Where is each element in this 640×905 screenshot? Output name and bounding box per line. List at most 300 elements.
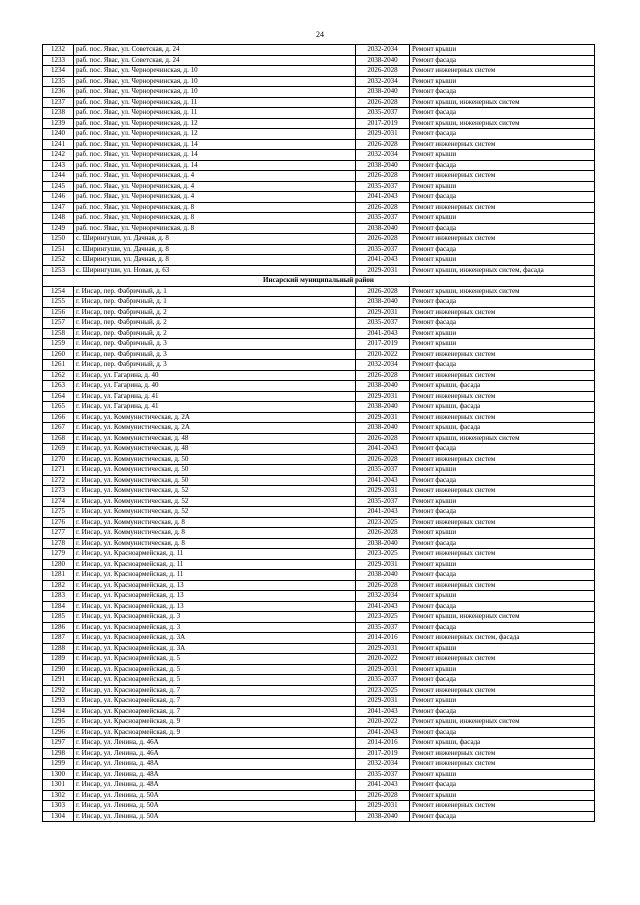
period-cell: 2029-2031 bbox=[356, 129, 410, 140]
row-number: 1249 bbox=[43, 223, 74, 234]
period-cell: 2038-2040 bbox=[356, 55, 410, 66]
table-row bbox=[43, 759, 595, 770]
row-number: 1297 bbox=[43, 738, 74, 749]
work-type-cell: Ремонт крыши bbox=[410, 45, 595, 56]
period-cell: 2026-2028 bbox=[356, 790, 410, 801]
table-row bbox=[43, 538, 595, 549]
address-cell: г. Инсар, пер. Фабричный, д. 3 bbox=[74, 339, 356, 350]
work-type-cell: Ремонт фасада bbox=[410, 318, 595, 329]
period-cell: 2035-2037 bbox=[356, 496, 410, 507]
period-cell: 2029-2031 bbox=[356, 801, 410, 812]
table-row bbox=[43, 433, 595, 444]
table-row bbox=[43, 297, 595, 308]
address-cell: раб. пос. Явас, ул. Черноречинская, д. 12 bbox=[74, 118, 356, 129]
table-row bbox=[43, 402, 595, 413]
period-cell: 2032-2034 bbox=[356, 591, 410, 602]
work-type-cell: Ремонт фасада bbox=[410, 811, 595, 822]
period-cell: 2041-2043 bbox=[356, 475, 410, 486]
work-type-cell: Ремонт крыши, инженерных систем bbox=[410, 97, 595, 108]
period-cell: 2020-2022 bbox=[356, 717, 410, 728]
work-type-cell: Ремонт инженерных систем bbox=[410, 349, 595, 360]
table-row bbox=[43, 171, 595, 182]
period-cell: 2029-2031 bbox=[356, 559, 410, 570]
table-row bbox=[43, 192, 595, 203]
period-cell: 2017-2019 bbox=[356, 118, 410, 129]
period-cell: 2041-2043 bbox=[356, 192, 410, 203]
period-cell: 2038-2040 bbox=[356, 538, 410, 549]
address-cell: г. Инсар, ул. Коммунистическая, д. 48 bbox=[74, 444, 356, 455]
work-type-cell: Ремонт крыши bbox=[410, 528, 595, 539]
period-cell: 2041-2043 bbox=[356, 507, 410, 518]
table-row bbox=[43, 654, 595, 665]
address-cell: г. Инсар, ул. Красноармейская, д. 9 bbox=[74, 727, 356, 738]
address-cell: г. Инсар, ул. Красноармейская, д. 13 bbox=[74, 580, 356, 591]
work-type-cell: Ремонт крыши, фасада bbox=[410, 738, 595, 749]
table-row bbox=[43, 150, 595, 161]
address-cell: раб. пос. Явас, ул. Черноречинская, д. 10 bbox=[74, 66, 356, 77]
work-type-cell: Ремонт инженерных систем bbox=[410, 234, 595, 245]
address-cell: г. Инсар, ул. Ленина, д. 48А bbox=[74, 769, 356, 780]
row-number: 1280 bbox=[43, 559, 74, 570]
table-row bbox=[43, 339, 595, 350]
address-cell: г. Инсар, ул. Ленина, д. 50А bbox=[74, 811, 356, 822]
table-row bbox=[43, 181, 595, 192]
period-cell: 2041-2043 bbox=[356, 255, 410, 266]
work-type-cell: Ремонт фасада bbox=[410, 538, 595, 549]
work-type-cell: Ремонт крыши bbox=[410, 339, 595, 350]
table-row bbox=[43, 87, 595, 98]
period-cell: 2023-2025 bbox=[356, 517, 410, 528]
row-number: 1276 bbox=[43, 517, 74, 528]
address-cell: раб. пос. Явас, ул. Черноречинская, д. 10 bbox=[74, 87, 356, 98]
work-type-cell: Ремонт инженерных систем bbox=[410, 580, 595, 591]
work-type-cell: Ремонт инженерных систем bbox=[410, 370, 595, 381]
address-cell: г. Инсар, ул. Красноармейская, д. 13 bbox=[74, 601, 356, 612]
address-cell: г. Инсар, ул. Красноармейская, д. 7 bbox=[74, 706, 356, 717]
row-number: 1250 bbox=[43, 234, 74, 245]
table-row bbox=[43, 381, 595, 392]
work-type-cell: Ремонт крыши bbox=[410, 465, 595, 476]
row-number: 1234 bbox=[43, 66, 74, 77]
work-type-cell: Ремонт фасада bbox=[410, 727, 595, 738]
address-cell: г. Инсар, пер. Фабричный, д. 1 bbox=[74, 297, 356, 308]
address-cell: г. Инсар, ул. Коммунистическая, д. 50 bbox=[74, 465, 356, 476]
work-type-cell: Ремонт крыши bbox=[410, 643, 595, 654]
row-number: 1247 bbox=[43, 202, 74, 213]
work-type-cell: Ремонт фасада bbox=[410, 297, 595, 308]
row-number: 1285 bbox=[43, 612, 74, 623]
period-cell: 2026-2028 bbox=[356, 66, 410, 77]
address-cell: г. Инсар, ул. Гагарина, д. 41 bbox=[74, 402, 356, 413]
address-cell: г. Инсар, пер. Фабричный, д. 2 bbox=[74, 307, 356, 318]
work-type-cell: Ремонт фасада bbox=[410, 507, 595, 518]
table-row bbox=[43, 664, 595, 675]
row-number: 1277 bbox=[43, 528, 74, 539]
work-type-cell: Ремонт инженерных систем bbox=[410, 549, 595, 560]
row-number: 1304 bbox=[43, 811, 74, 822]
address-cell: г. Инсар, ул. Коммунистическая, д. 48 bbox=[74, 433, 356, 444]
row-number: 1263 bbox=[43, 381, 74, 392]
address-cell: г. Инсар, пер. Фабричный, д. 3 bbox=[74, 349, 356, 360]
row-number: 1291 bbox=[43, 675, 74, 686]
table-row bbox=[43, 507, 595, 518]
table-row bbox=[43, 612, 595, 623]
repair-schedule-table bbox=[42, 44, 595, 822]
row-number: 1233 bbox=[43, 55, 74, 66]
address-cell: г. Инсар, ул. Ленина, д. 46А bbox=[74, 738, 356, 749]
period-cell: 2035-2037 bbox=[356, 108, 410, 119]
row-number: 1293 bbox=[43, 696, 74, 707]
table-row bbox=[43, 55, 595, 66]
row-number: 1248 bbox=[43, 213, 74, 224]
period-cell: 2023-2025 bbox=[356, 612, 410, 623]
row-number: 1299 bbox=[43, 759, 74, 770]
address-cell: г. Инсар, ул. Коммунистическая, д. 50 bbox=[74, 454, 356, 465]
address-cell: раб. пос. Явас, ул. Черноречинская, д. 12 bbox=[74, 129, 356, 140]
address-cell: г. Инсар, ул. Красноармейская, д. 5 bbox=[74, 654, 356, 665]
table-row bbox=[43, 549, 595, 560]
work-type-cell: Ремонт фасада bbox=[410, 87, 595, 98]
table-row bbox=[43, 139, 595, 150]
table-row bbox=[43, 643, 595, 654]
row-number: 1283 bbox=[43, 591, 74, 602]
table-row bbox=[43, 706, 595, 717]
period-cell: 2029-2031 bbox=[356, 486, 410, 497]
period-cell: 2023-2025 bbox=[356, 685, 410, 696]
period-cell: 2038-2040 bbox=[356, 381, 410, 392]
address-cell: г. Инсар, ул. Красноармейская, д. 11 bbox=[74, 559, 356, 570]
period-cell: 2038-2040 bbox=[356, 570, 410, 581]
period-cell: 2029-2031 bbox=[356, 307, 410, 318]
table-row bbox=[43, 318, 595, 329]
period-cell: 2035-2037 bbox=[356, 675, 410, 686]
row-number: 1240 bbox=[43, 129, 74, 140]
address-cell: г. Инсар, ул. Красноармейская, д. 7 bbox=[74, 685, 356, 696]
address-cell: г. Инсар, ул. Красноармейская, д. 3 bbox=[74, 612, 356, 623]
table-row bbox=[43, 66, 595, 77]
table-row bbox=[43, 412, 595, 423]
address-cell: г. Инсар, пер. Фабричный, д. 3 bbox=[74, 360, 356, 371]
table-row bbox=[43, 675, 595, 686]
table-row bbox=[43, 328, 595, 339]
table-row bbox=[43, 391, 595, 402]
address-cell: с. Ширингуши, ул. Новая, д. 63 bbox=[74, 265, 356, 276]
row-number: 1237 bbox=[43, 97, 74, 108]
row-number: 1273 bbox=[43, 486, 74, 497]
row-number: 1254 bbox=[43, 286, 74, 297]
work-type-cell: Ремонт фасада bbox=[410, 129, 595, 140]
table-row bbox=[43, 559, 595, 570]
row-number: 1246 bbox=[43, 192, 74, 203]
row-number: 1271 bbox=[43, 465, 74, 476]
period-cell: 2035-2037 bbox=[356, 622, 410, 633]
row-number: 1262 bbox=[43, 370, 74, 381]
period-cell: 2014-2016 bbox=[356, 738, 410, 749]
address-cell: раб. пос. Явас, ул. Черноречинская, д. 14 bbox=[74, 150, 356, 161]
period-cell: 2041-2043 bbox=[356, 444, 410, 455]
period-cell: 2041-2043 bbox=[356, 706, 410, 717]
period-cell: 2026-2028 bbox=[356, 97, 410, 108]
row-number: 1244 bbox=[43, 171, 74, 182]
row-number: 1281 bbox=[43, 570, 74, 581]
row-number: 1245 bbox=[43, 181, 74, 192]
work-type-cell: Ремонт фасада bbox=[410, 675, 595, 686]
work-type-cell: Ремонт крыши bbox=[410, 696, 595, 707]
work-type-cell: Ремонт фасада bbox=[410, 55, 595, 66]
table-row bbox=[43, 244, 595, 255]
work-type-cell: Ремонт крыши bbox=[410, 181, 595, 192]
period-cell: 2041-2043 bbox=[356, 780, 410, 791]
work-type-cell: Ремонт крыши bbox=[410, 664, 595, 675]
row-number: 1278 bbox=[43, 538, 74, 549]
table-row bbox=[43, 129, 595, 140]
row-number: 1256 bbox=[43, 307, 74, 318]
row-number: 1292 bbox=[43, 685, 74, 696]
row-number: 1282 bbox=[43, 580, 74, 591]
address-cell: г. Инсар, ул. Коммунистическая, д. 50 bbox=[74, 475, 356, 486]
address-cell: г. Инсар, ул. Гагарина, д. 40 bbox=[74, 381, 356, 392]
address-cell: г. Инсар, пер. Фабричный, д. 1 bbox=[74, 286, 356, 297]
address-cell: раб. пос. Явас, ул. Черноречинская, д. 10 bbox=[74, 76, 356, 87]
table-row bbox=[43, 748, 595, 759]
row-number: 1302 bbox=[43, 790, 74, 801]
work-type-cell: Ремонт крыши, инженерных систем bbox=[410, 612, 595, 623]
work-type-cell: Ремонт фасада bbox=[410, 622, 595, 633]
row-number: 1251 bbox=[43, 244, 74, 255]
address-cell: г. Инсар, ул. Гагарина, д. 40 bbox=[74, 370, 356, 381]
row-number: 1266 bbox=[43, 412, 74, 423]
address-cell: раб. пос. Явас, ул. Черноречинская, д. 11 bbox=[74, 97, 356, 108]
period-cell: 2026-2028 bbox=[356, 171, 410, 182]
table-row bbox=[43, 769, 595, 780]
row-number: 1252 bbox=[43, 255, 74, 266]
table-row bbox=[43, 286, 595, 297]
work-type-cell: Ремонт крыши, фасада bbox=[410, 423, 595, 434]
address-cell: раб. пос. Явас, ул. Черноречинская, д. 11 bbox=[74, 108, 356, 119]
work-type-cell: Ремонт фасада bbox=[410, 601, 595, 612]
work-type-cell: Ремонт крыши, фасада bbox=[410, 402, 595, 413]
table-row bbox=[43, 696, 595, 707]
address-cell: г. Инсар, ул. Ленина, д. 50А bbox=[74, 790, 356, 801]
table-row bbox=[43, 349, 595, 360]
address-cell: г. Инсар, ул. Красноармейская, д. 11 bbox=[74, 549, 356, 560]
address-cell: раб. пос. Явас, ул. Черноречинская, д. 14 bbox=[74, 139, 356, 150]
row-number: 1241 bbox=[43, 139, 74, 150]
row-number: 1260 bbox=[43, 349, 74, 360]
period-cell: 2038-2040 bbox=[356, 87, 410, 98]
period-cell: 2038-2040 bbox=[356, 160, 410, 171]
work-type-cell: Ремонт фасада bbox=[410, 160, 595, 171]
address-cell: г. Инсар, пер. Фабричный, д. 2 bbox=[74, 318, 356, 329]
period-cell: 2029-2031 bbox=[356, 664, 410, 675]
address-cell: г. Инсар, ул. Ленина, д. 46А bbox=[74, 748, 356, 759]
row-number: 1259 bbox=[43, 339, 74, 350]
address-cell: раб. пос. Явас, ул. Черноречинская, д. 14 bbox=[74, 160, 356, 171]
table-row bbox=[43, 570, 595, 581]
work-type-cell: Ремонт крыши bbox=[410, 790, 595, 801]
period-cell: 2035-2037 bbox=[356, 181, 410, 192]
period-cell: 2038-2040 bbox=[356, 811, 410, 822]
work-type-cell: Ремонт крыши bbox=[410, 150, 595, 161]
work-type-cell: Ремонт инженерных систем bbox=[410, 454, 595, 465]
row-number: 1243 bbox=[43, 160, 74, 171]
work-type-cell: Ремонт инженерных систем bbox=[410, 412, 595, 423]
row-number: 1287 bbox=[43, 633, 74, 644]
address-cell: г. Инсар, ул. Гагарина, д. 41 bbox=[74, 391, 356, 402]
address-cell: г. Инсар, ул. Ленина, д. 48А bbox=[74, 759, 356, 770]
row-number: 1268 bbox=[43, 433, 74, 444]
row-number: 1257 bbox=[43, 318, 74, 329]
table-row bbox=[43, 255, 595, 266]
work-type-cell: Ремонт фасада bbox=[410, 475, 595, 486]
table-row bbox=[43, 528, 595, 539]
work-type-cell: Ремонт крыши, фасада bbox=[410, 381, 595, 392]
period-cell: 2020-2022 bbox=[356, 654, 410, 665]
table-row bbox=[43, 97, 595, 108]
address-cell: раб. пос. Явас, ул. Черноречинская, д. 8 bbox=[74, 202, 356, 213]
row-number: 1300 bbox=[43, 769, 74, 780]
period-cell: 2026-2028 bbox=[356, 234, 410, 245]
row-number: 1303 bbox=[43, 801, 74, 812]
period-cell: 2023-2025 bbox=[356, 549, 410, 560]
row-number: 1239 bbox=[43, 118, 74, 129]
address-cell: г. Инсар, ул. Коммунистическая, д. 8 bbox=[74, 517, 356, 528]
period-cell: 2017-2019 bbox=[356, 748, 410, 759]
table-row bbox=[43, 580, 595, 591]
period-cell: 2017-2019 bbox=[356, 339, 410, 350]
row-number: 1284 bbox=[43, 601, 74, 612]
table-row bbox=[43, 370, 595, 381]
table-row bbox=[43, 265, 595, 276]
row-number: 1264 bbox=[43, 391, 74, 402]
row-number: 1238 bbox=[43, 108, 74, 119]
period-cell: 2026-2028 bbox=[356, 580, 410, 591]
period-cell: 2035-2037 bbox=[356, 213, 410, 224]
period-cell: 2026-2028 bbox=[356, 454, 410, 465]
work-type-cell: Ремонт инженерных систем bbox=[410, 139, 595, 150]
address-cell: г. Инсар, ул. Красноармейская, д. 13 bbox=[74, 591, 356, 602]
table-row bbox=[43, 475, 595, 486]
page-number: 24 bbox=[316, 30, 324, 39]
row-number: 1286 bbox=[43, 622, 74, 633]
address-cell: раб. пос. Явас, ул. Черноречинская, д. 4 bbox=[74, 192, 356, 203]
table-row bbox=[43, 307, 595, 318]
row-number: 1269 bbox=[43, 444, 74, 455]
row-number: 1270 bbox=[43, 454, 74, 465]
work-type-cell: Ремонт крыши bbox=[410, 213, 595, 224]
period-cell: 2026-2028 bbox=[356, 202, 410, 213]
work-type-cell: Ремонт инженерных систем bbox=[410, 685, 595, 696]
work-type-cell: Ремонт фасада bbox=[410, 780, 595, 791]
period-cell: 2038-2040 bbox=[356, 402, 410, 413]
work-type-cell: Ремонт фасада bbox=[410, 570, 595, 581]
period-cell: 2035-2037 bbox=[356, 465, 410, 476]
table-row bbox=[43, 717, 595, 728]
work-type-cell: Ремонт крыши bbox=[410, 76, 595, 87]
row-number: 1274 bbox=[43, 496, 74, 507]
address-cell: г. Инсар, ул. Красноармейская, д. 5 bbox=[74, 664, 356, 675]
table-row bbox=[43, 486, 595, 497]
period-cell: 2041-2043 bbox=[356, 727, 410, 738]
table-row bbox=[43, 202, 595, 213]
period-cell: 2026-2028 bbox=[356, 139, 410, 150]
table-row bbox=[43, 213, 595, 224]
row-number: 1288 bbox=[43, 643, 74, 654]
period-cell: 2038-2040 bbox=[356, 423, 410, 434]
address-cell: г. Инсар, ул. Красноармейская, д. 5 bbox=[74, 675, 356, 686]
period-cell: 2041-2043 bbox=[356, 328, 410, 339]
period-cell: 2026-2028 bbox=[356, 370, 410, 381]
address-cell: г. Инсар, ул. Красноармейская, д. 9 bbox=[74, 717, 356, 728]
table-row bbox=[43, 45, 595, 56]
work-type-cell: Ремонт крыши bbox=[410, 591, 595, 602]
table-row bbox=[43, 517, 595, 528]
work-type-cell: Ремонт инженерных систем bbox=[410, 486, 595, 497]
section-header-row bbox=[43, 276, 595, 287]
table-row bbox=[43, 496, 595, 507]
table-row bbox=[43, 454, 595, 465]
work-type-cell: Ремонт инженерных систем bbox=[410, 801, 595, 812]
work-type-cell: Ремонт крыши, инженерных систем bbox=[410, 433, 595, 444]
period-cell: 2032-2034 bbox=[356, 150, 410, 161]
work-type-cell: Ремонт фасада bbox=[410, 192, 595, 203]
work-type-cell: Ремонт крыши, инженерных систем, фасада bbox=[410, 265, 595, 276]
address-cell: г. Инсар, ул. Коммунистическая, д. 52 bbox=[74, 496, 356, 507]
table-row bbox=[43, 160, 595, 171]
row-number: 1265 bbox=[43, 402, 74, 413]
work-type-cell: Ремонт инженерных систем bbox=[410, 66, 595, 77]
work-type-cell: Ремонт инженерных систем bbox=[410, 748, 595, 759]
table-row bbox=[43, 76, 595, 87]
table-row bbox=[43, 118, 595, 129]
table-row bbox=[43, 622, 595, 633]
work-type-cell: Ремонт крыши, инженерных систем bbox=[410, 286, 595, 297]
work-type-cell: Ремонт инженерных систем bbox=[410, 759, 595, 770]
address-cell: г. Инсар, ул. Коммунистическая, д. 2А bbox=[74, 412, 356, 423]
address-cell: г. Инсар, ул. Коммунистическая, д. 52 bbox=[74, 486, 356, 497]
row-number: 1267 bbox=[43, 423, 74, 434]
address-cell: раб. пос. Явас, ул. Черноречинская, д. 4 bbox=[74, 171, 356, 182]
row-number: 1253 bbox=[43, 265, 74, 276]
table-body bbox=[43, 45, 595, 822]
period-cell: 2032-2034 bbox=[356, 45, 410, 56]
row-number: 1295 bbox=[43, 717, 74, 728]
row-number: 1290 bbox=[43, 664, 74, 675]
row-number: 1294 bbox=[43, 706, 74, 717]
row-number: 1296 bbox=[43, 727, 74, 738]
address-cell: г. Инсар, пер. Фабричный, д. 2 bbox=[74, 328, 356, 339]
work-type-cell: Ремонт крыши bbox=[410, 769, 595, 780]
address-cell: г. Инсар, ул. Ленина, д. 48А bbox=[74, 780, 356, 791]
table-row bbox=[43, 601, 595, 612]
work-type-cell: Ремонт фасада bbox=[410, 244, 595, 255]
period-cell: 2032-2034 bbox=[356, 76, 410, 87]
work-type-cell: Ремонт фасада bbox=[410, 444, 595, 455]
period-cell: 2038-2040 bbox=[356, 297, 410, 308]
table-row bbox=[43, 465, 595, 476]
period-cell: 2020-2022 bbox=[356, 349, 410, 360]
table-row bbox=[43, 223, 595, 234]
period-cell: 2041-2043 bbox=[356, 601, 410, 612]
address-cell: с. Ширингуши, ул. Дачная, д. 8 bbox=[74, 234, 356, 245]
address-cell: г. Инсар, ул. Красноармейская, д. 7 bbox=[74, 696, 356, 707]
row-number: 1242 bbox=[43, 150, 74, 161]
work-type-cell: Ремонт крыши bbox=[410, 559, 595, 570]
table-row bbox=[43, 790, 595, 801]
address-cell: с. Ширингуши, ул. Дачная, д. 8 bbox=[74, 244, 356, 255]
address-cell: раб. пос. Явас, ул. Черноречинская, д. 4 bbox=[74, 181, 356, 192]
table-row bbox=[43, 685, 595, 696]
